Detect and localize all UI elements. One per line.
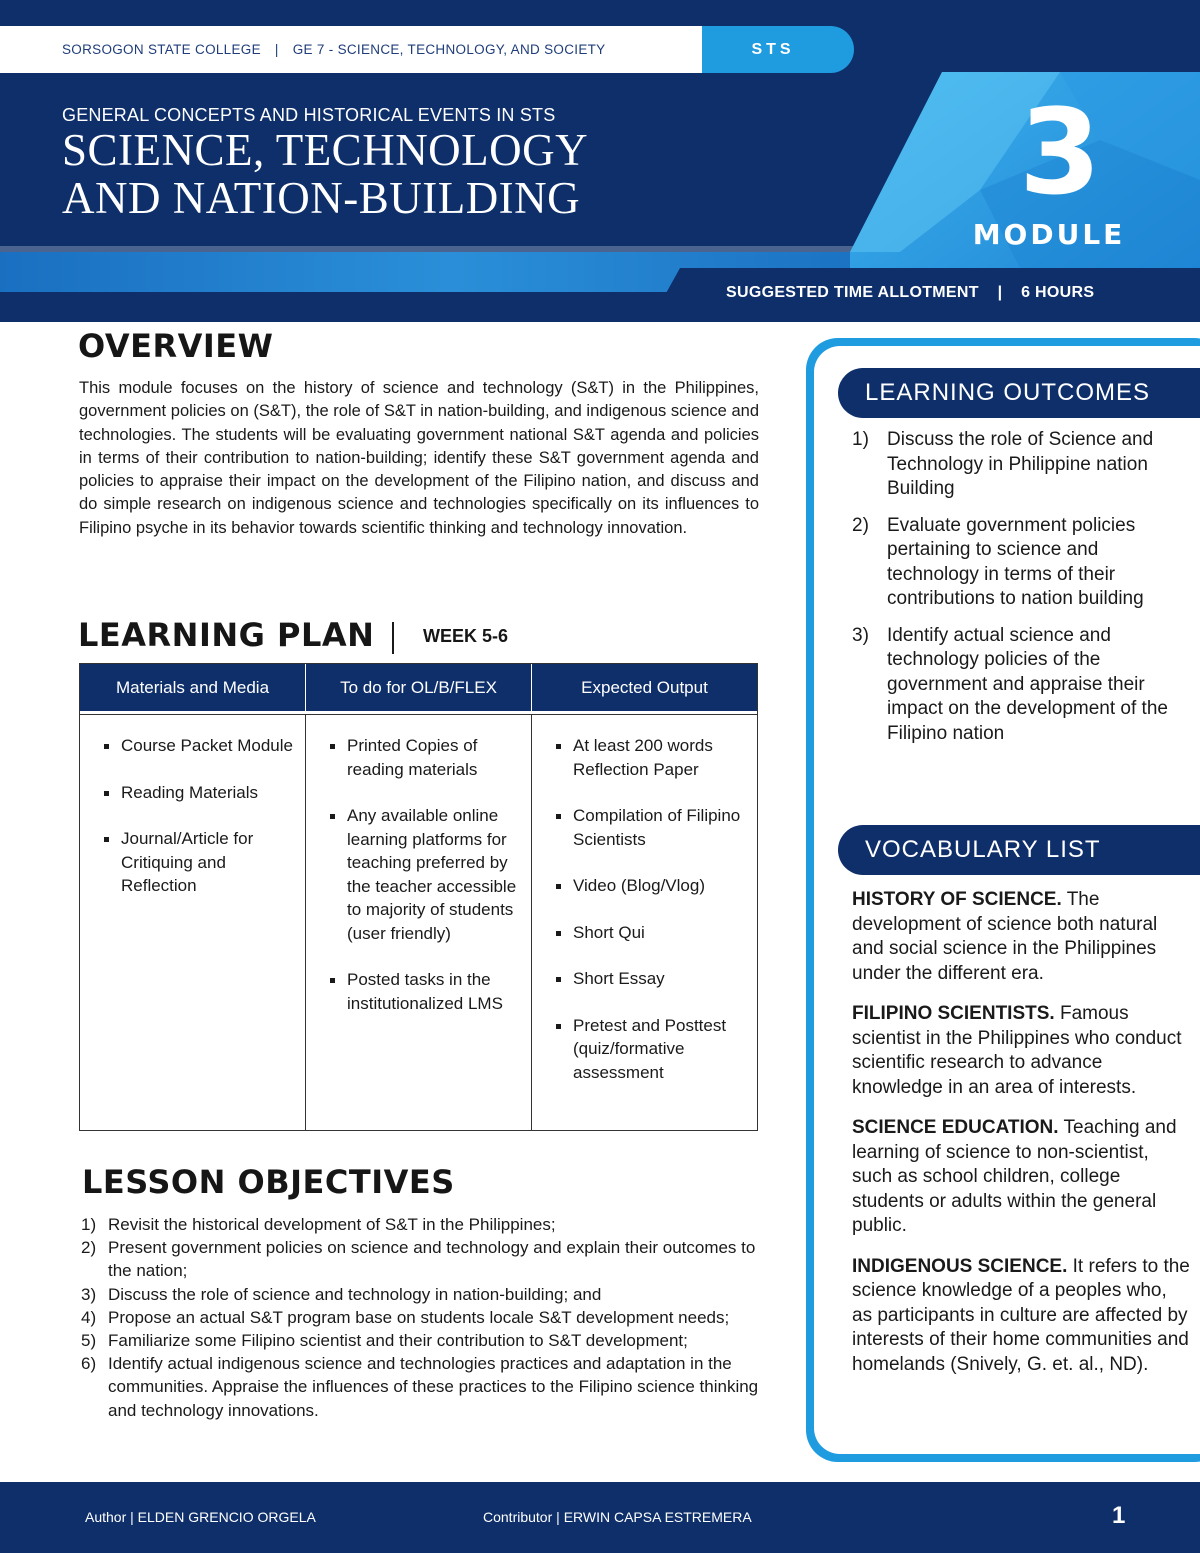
institution-name: SORSOGON STATE COLLEGE: [62, 42, 261, 57]
list-item: Posted tasks in the institutionalized LMS: [328, 968, 521, 1015]
vocabulary-term: INDIGENOUS SCIENCE.: [852, 1255, 1068, 1277]
list-item: 3) Identify actual science and technology policies of the government and appraise their impact on the development of the Filipino nation: [852, 624, 1168, 744]
title-line-2: AND NATION-BUILDING: [62, 173, 581, 223]
vocabulary-definition: The development of science both natural and social science in the Philippines under the different era.: [852, 889, 1158, 984]
table-header-cell: Materials and Media: [80, 664, 306, 711]
table-header-row: [80, 664, 757, 711]
footer-author: Author | ELDEN GRENCIO ORGELA: [85, 1509, 316, 1525]
time-allotment-value: 6 HOURS: [1021, 284, 1095, 301]
list-item: 6) Identify actual indigenous science and technologies practices and adaptation in the communities. Appraise the influences of these practices to the Filipino science thinking and technology innovations.: [81, 1354, 759, 1420]
vocabulary-definition: It refers to the science knowledge of a peoples who, as participants in culture are affected by interests of their home communities and homelands (Snively, G. et. al., ND).: [852, 1255, 1190, 1375]
list-item: Course Packet Module: [102, 734, 295, 758]
page-title: [62, 126, 588, 222]
module-header: [0, 0, 1200, 322]
todo-column: [306, 715, 532, 1130]
list-item: At least 200 words Reflection Paper: [554, 734, 747, 781]
list-item: 4) Propose an actual S&T program base on students locale S&T development needs;: [81, 1307, 730, 1327]
vocabulary-definition: Famous scientist in the Philippines who conduct scientific research to advance knowledge in an area of interests.: [852, 1003, 1182, 1098]
learning-plan-week: WEEK 5-6: [423, 626, 509, 646]
vocabulary-list: [852, 888, 1192, 1393]
list-item: Video (Blog/Vlog): [554, 874, 747, 898]
banner-separator: |: [274, 42, 279, 57]
learning-plan-heading: LEARNING PLAN: [78, 616, 375, 654]
vocabulary-term: SCIENCE EDUCATION.: [852, 1117, 1059, 1138]
table-header-cell: Expected Output: [581, 677, 708, 697]
vocabulary-term: HISTORY OF SCIENCE.: [852, 889, 1062, 910]
vocabulary-entry: [852, 1002, 1192, 1100]
time-separator: |: [997, 284, 1003, 301]
title-line-1: SCIENCE, TECHNOLOGY: [62, 125, 589, 175]
module-label: MODULE: [972, 218, 1126, 251]
overview-text: This module focuses on the history of science and technology (S&T) in the Philippines, government policies on (S&T), the role of S&T in nation-building, and indigenous science and technologies. The students will be evaluating government national S&T agenda and policies in terms of their contribution to nation-building; identify these S&T government agenda and policies to appraise their impact on the development of the Filipino nation, and discuss and do simple research on indigenous science and technologies specifically on its influences to Filipino psyche in its behavior towards scientific thinking and technology innovation.: [79, 379, 759, 537]
learning-plan-table: [79, 663, 758, 1131]
sts-tab: STS: [702, 26, 854, 73]
table-header-cell: To do for OL/B/FLEX: [306, 664, 532, 711]
module-kicker: GENERAL CONCEPTS AND HISTORICAL EVENTS IN STS: [62, 105, 556, 125]
lesson-objectives-heading: LESSON OBJECTIVES: [82, 1163, 455, 1201]
course-banner: [0, 26, 720, 73]
vocabulary-heading: VOCABULARY LIST: [838, 825, 1200, 875]
list-item: Printed Copies of reading materials: [328, 734, 521, 781]
list-item: 2) Present government policies on science and technology and explain their outcomes to the nation;: [81, 1238, 756, 1281]
list-item: Any available online learning platforms for teaching preferred by the teacher accessible to majority of students (user friendly): [328, 804, 521, 945]
list-item: Reading Materials: [102, 781, 295, 805]
heading-divider: [392, 622, 394, 654]
time-allotment: [726, 284, 1094, 302]
vocabulary-definition: Teaching and learning of science to non-scientist, such as school children, college students or adults within the general public.: [852, 1117, 1177, 1236]
learning-outcomes-list: [852, 428, 1172, 758]
vocabulary-entry: [852, 888, 1192, 986]
module-number: 3: [1018, 83, 1102, 221]
list-item: Pretest and Posttest (quiz/formative assessment: [554, 1014, 747, 1085]
list-item: Journal/Article for Critiquing and Reflection: [102, 827, 295, 898]
vocabulary-entry: [852, 1255, 1192, 1378]
learning-outcomes-heading: LEARNING OUTCOMES: [838, 368, 1200, 418]
page-number: 1: [1112, 1502, 1126, 1529]
list-item: 3) Discuss the role of science and technology in nation-building; and: [81, 1284, 602, 1304]
table-body-row: [80, 714, 757, 1130]
list-item: Short Essay: [554, 967, 747, 991]
list-item: 2) Evaluate government policies pertaining to science and technology in terms of their contributions to nation building: [852, 514, 1144, 609]
expected-output-column: [532, 715, 757, 1130]
vocabulary-entry: [852, 1116, 1192, 1239]
time-allotment-label: SUGGESTED TIME ALLOTMENT: [726, 284, 979, 301]
list-item: Short Qui: [554, 921, 747, 945]
materials-column: [80, 715, 306, 1130]
list-item: 1) Discuss the role of Science and Technology in Philippine nation Building: [852, 429, 1154, 499]
footer-contributor: Contributor | ERWIN CAPSA ESTREMERA: [483, 1509, 752, 1525]
course-name: GE 7 - SCIENCE, TECHNOLOGY, AND SOCIETY: [292, 42, 606, 57]
vocabulary-term: FILIPINO SCIENTISTS.: [852, 1003, 1055, 1024]
lesson-objectives-list: [81, 1213, 781, 1422]
list-item: 1) Revisit the historical development of S&T in the Philippines;: [81, 1215, 556, 1234]
overview-heading: OVERVIEW: [78, 327, 274, 365]
list-item: Compilation of Filipino Scientists: [554, 804, 747, 851]
list-item: 5) Familiarize some Filipino scientist and their contribution to S&T development;: [81, 1331, 688, 1351]
